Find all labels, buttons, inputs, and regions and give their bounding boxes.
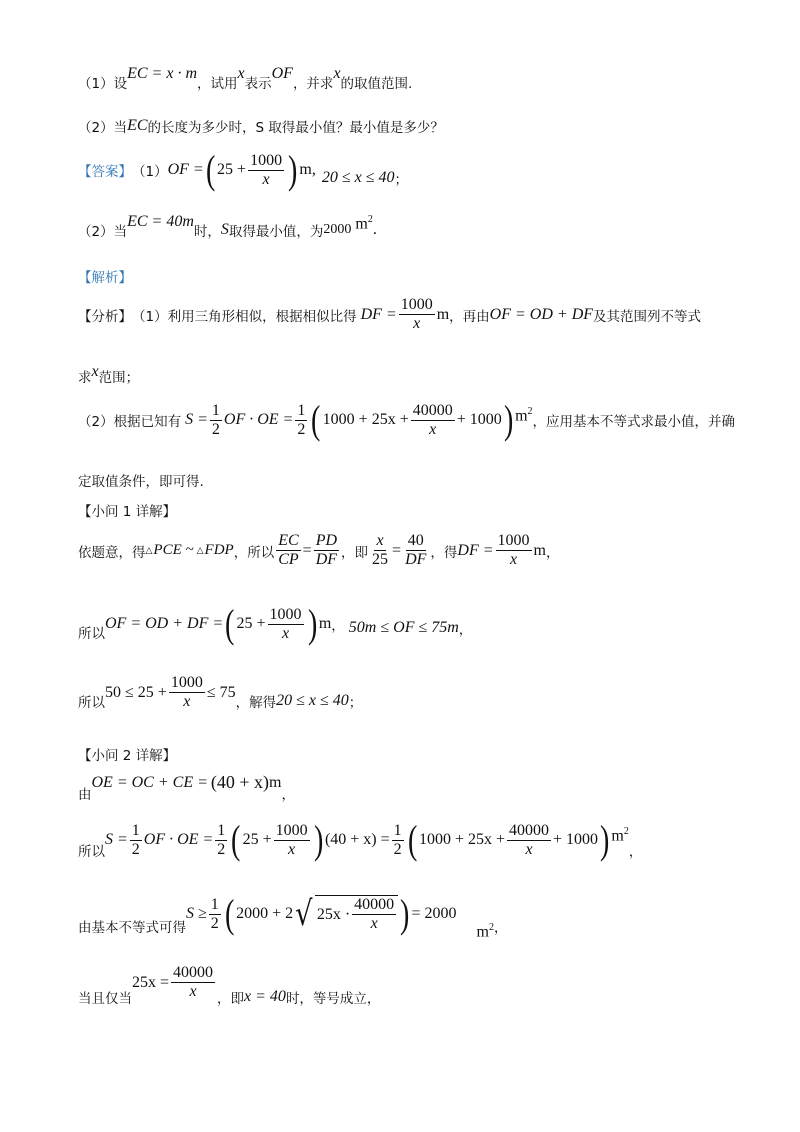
s2l3-frac: $\frac{40000}{x}$ — [354, 896, 395, 932]
sub2-heading — [78, 744, 176, 764]
answer2-prefix: （2）当 — [78, 224, 128, 240]
s1l1-t3: ，即 — [341, 544, 369, 561]
s1l2-a: 25 + — [236, 615, 266, 632]
s2-line-1 — [78, 772, 295, 803]
s2l1-eq: OE = OC + CE = — [91, 773, 208, 791]
s2l2-p: (40 + x) = — [324, 831, 390, 848]
s1l1-pce: PCE ~ — [153, 542, 194, 558]
s2l4-t2: ，即 — [217, 990, 245, 1007]
answer-frac: $\frac{1000}{x}$ — [250, 151, 283, 188]
s2l2-s: S = — [105, 831, 128, 848]
s2l3-b: = 2000 — [411, 905, 457, 922]
fenxi2-t2: 范围； — [98, 370, 140, 386]
s2l2-half: $\frac{1}{2}$ — [131, 821, 140, 858]
fenxi-t1: （1）利用三角形相似，根据相似比得 — [132, 308, 357, 325]
s1l3-b: ≤ 75 — [206, 683, 236, 701]
s2l2-frac: $\frac{1000}{x}$ — [275, 821, 308, 858]
s1l1-t2: ，所以 — [233, 544, 275, 561]
fenxi-t2: ，再由 — [449, 308, 490, 325]
s1l2-t2: ， — [331, 618, 345, 634]
s1-line-2: 所以 OF = OD + DF = ( 25 + $\frac{1000}{x}$ ) m ， 50m ≤ OF ≤ 75m ， — [78, 601, 473, 646]
answer-a: 25 + — [217, 161, 247, 178]
s2l1-t1: 由 — [78, 786, 92, 803]
s2l2-frac-2: $\frac{40000}{x}$ — [509, 821, 550, 858]
s2l3-half: $\frac{1}{2}$ — [210, 895, 219, 932]
q2-prefix: （2）当 — [78, 120, 128, 136]
fenxi4-t1: 定取值条件，即可得. — [78, 474, 204, 490]
s1l1-fdp: FDP — [204, 542, 234, 558]
answer-of: OF = — [167, 161, 204, 178]
question-1 — [78, 65, 413, 92]
fenxi3-s: S = — [185, 411, 208, 428]
q1-prefix: （1）设 — [78, 76, 128, 92]
s2l3-t1: 由基本不等式可得 — [78, 920, 186, 936]
s1l1-frac-1: $\frac{EC}{CP}$ — [278, 532, 299, 568]
fenxi-df: DF = — [360, 305, 397, 323]
answer-line-1: 【答案】 （1） OF = ( 25 + $\frac{1000}{x}$ ) m, 20 ≤ x ≤ 40 ； — [78, 147, 409, 192]
sub1-heading — [78, 500, 176, 520]
s2l1-unit: m — [269, 773, 282, 791]
q2-ec: EC — [127, 117, 148, 134]
s1l1-frac-4: $\frac{40}{DF}$ — [405, 532, 427, 568]
fenxi2-t1: 求 — [78, 370, 92, 386]
s2l4-t1: 当且仅当 — [78, 990, 132, 1007]
answer-label: 【答案】 — [78, 164, 132, 180]
fenxi-eq: OF = OD + DF — [489, 305, 594, 323]
sub1-label: 【小问 1 详解】 — [78, 504, 177, 520]
s2l2-of: OF · OE = — [143, 831, 214, 848]
answer2-s: S — [220, 221, 229, 238]
sub2-label: 【小问 2 详解】 — [78, 748, 177, 764]
q2-text: 的长度为多少时，S 取得最小值？最小值是多少？ — [147, 120, 444, 136]
q1-eq: EC = x · m — [127, 65, 197, 82]
s1l2-eq: OF = OD + DF = — [105, 615, 224, 632]
s2l3-t2: ， — [493, 920, 508, 936]
answer-end: ； — [394, 172, 409, 188]
s2l1-p: (40 + x) — [210, 772, 270, 792]
answer2-mid2: 取得最小值，为 — [228, 224, 324, 240]
s1l2-t3: ， — [458, 622, 473, 638]
fenxi3-frac: $\frac{40000}{x}$ — [412, 401, 453, 438]
fenxi-line-3: （2）根据已知有 S = $\frac{1}{2}$ OF · OE = $\frac{1}{2}$ ( 1000 + 25x + $\frac{40000}{x}$ + 1000 ) $m^2$ ，应用基本不等式求最小值，并确 — [78, 397, 736, 442]
q1-suffix: 的取值范围. — [340, 76, 413, 92]
s1l1-eq2: = — [392, 541, 402, 559]
s1l1-t5: ， — [545, 544, 560, 561]
s2l4-a: 25x = — [132, 973, 170, 991]
s2-line-3: 由基本不等式可得 S ≥ $\frac{1}{2}$ ( 2000 + 2 √ 25x · $\frac{40000}{x}$ ) = 2000 $m^2$ ， — [78, 891, 508, 941]
s2l4-eq: x = 40 — [244, 987, 286, 1005]
fenxi3-half: $\frac{1}{2}$ — [211, 401, 220, 438]
triangle-icon-2: △ — [196, 545, 204, 556]
answer2-mid: 时， — [193, 224, 221, 240]
s2l2-half-2: $\frac{1}{2}$ — [217, 821, 226, 858]
question-2 — [78, 116, 444, 136]
fenxi3-of: OF · OE = — [223, 411, 294, 428]
fenxi-label: 【分析】 — [78, 308, 132, 325]
s2l4-frac: $\frac{40000}{x}$ — [173, 964, 214, 1000]
fenxi3-b: + 1000 — [456, 411, 502, 428]
fenxi-frac: $\frac{1000}{x}$ — [400, 296, 433, 332]
q1-var2: x — [333, 65, 341, 82]
s2l3-r: 25x · — [316, 905, 351, 923]
s1-line-3 — [78, 674, 362, 711]
s1l1-t4: ，得 — [430, 544, 458, 561]
s1l3-frac: $\frac{1000}{x}$ — [170, 674, 203, 710]
s1l1-t1: 依题意，得 — [78, 544, 146, 561]
s2l3-unit: $m^2$ — [476, 922, 494, 941]
s1l2-range: 50m ≤ OF ≤ 75m — [348, 619, 459, 636]
s1l2-frac: $\frac{1000}{x}$ — [269, 605, 302, 642]
s1l3-t1: 所以 — [78, 694, 105, 711]
s2l2-half-3: $\frac{1}{2}$ — [393, 821, 402, 858]
s2l2-unit: $m^2$ — [611, 826, 629, 845]
s2l2-c: 1000 + 25x + — [418, 831, 506, 848]
fenxi3-t2: ，应用基本不等式求最小值，并确 — [532, 414, 736, 430]
s2l2-t1: 所以 — [78, 844, 105, 860]
fenxi3-a: 1000 + 25x + — [322, 411, 409, 428]
s1l2-unit: m — [318, 615, 332, 632]
q1-of: OF — [271, 65, 293, 82]
answer2-end: . — [372, 221, 377, 238]
s1l1-unit: m — [533, 541, 546, 559]
s2-line-4 — [78, 964, 381, 1007]
s1l3-r: 20 ≤ x ≤ 40 — [276, 691, 349, 709]
s1l1-df: DF = — [457, 541, 494, 559]
s1l1-frac-2: $\frac{PD}{DF}$ — [315, 532, 338, 568]
q1-mid3: ，并求 — [292, 76, 334, 92]
s1-line-1 — [78, 532, 559, 569]
answer-range: 20 ≤ x ≤ 40 — [321, 169, 395, 186]
fenxi3-t1: （2）根据已知有 — [78, 414, 182, 430]
s2l1-t2: ， — [281, 786, 295, 803]
q1-mid: ，试用 — [197, 76, 238, 92]
answer2-unit: $m^2$ — [355, 214, 373, 233]
s1l2-t1: 所以 — [78, 626, 105, 642]
analysis-label: 【解析】 — [78, 270, 132, 286]
s1l3-t2: ，解得 — [235, 694, 277, 711]
fenxi-line-2 — [78, 363, 140, 386]
s2l2-b: + 1000 — [553, 831, 599, 848]
s1l3-t3: ； — [348, 694, 363, 711]
fenxi-t3: 及其范围列不等式 — [593, 308, 702, 325]
s1l1-frac-3: $\frac{x}{25}$ — [372, 532, 389, 568]
answer2-val: 2000 — [323, 222, 352, 237]
answer-p1: （1） — [132, 164, 168, 180]
s1l3-a: 50 ≤ 25 + — [105, 683, 167, 701]
s1l1-frac-5: $\frac{1000}{x}$ — [497, 532, 530, 568]
answer2-eq: EC = 40m — [127, 213, 194, 230]
fenxi3-half-2: $\frac{1}{2}$ — [297, 401, 306, 438]
s2l3-a: 2000 + 2 — [236, 905, 294, 922]
s2l2-a: 25 + — [242, 831, 272, 848]
fenxi-line-1 — [78, 296, 701, 333]
answer-line-2 — [78, 213, 377, 240]
fenxi2-x: x — [91, 363, 99, 380]
answer-unit: m, — [299, 161, 316, 178]
s1l1-eq1: = — [302, 541, 312, 559]
sqrt-symbol: √ 25x · $\frac{40000}{x}$ — [293, 894, 398, 934]
s2l2-t2: ， — [628, 844, 643, 860]
fenxi-line-4 — [78, 470, 204, 490]
q1-mid2: 表示 — [244, 76, 272, 92]
analysis-heading — [78, 266, 132, 286]
fenxi3-unit: $m^2$ — [515, 406, 533, 425]
fenxi-unit: m — [436, 305, 450, 323]
triangle-icon: △ — [145, 545, 153, 556]
q1-var1: x — [237, 65, 245, 82]
s2l4-t3: 时，等号成立， — [285, 990, 381, 1007]
s2l3-s: S ≥ — [186, 905, 207, 922]
s2-line-2: 所以 S = $\frac{1}{2}$ OF · OE = $\frac{1}{2}$ ( 25 + $\frac{1000}{x}$ ) (40 + x) = $\frac{1}{2}$ ( 1000 + 25x + $\frac{40000}{x}$ + 1000 ) $m^2$ ， — [78, 817, 643, 862]
